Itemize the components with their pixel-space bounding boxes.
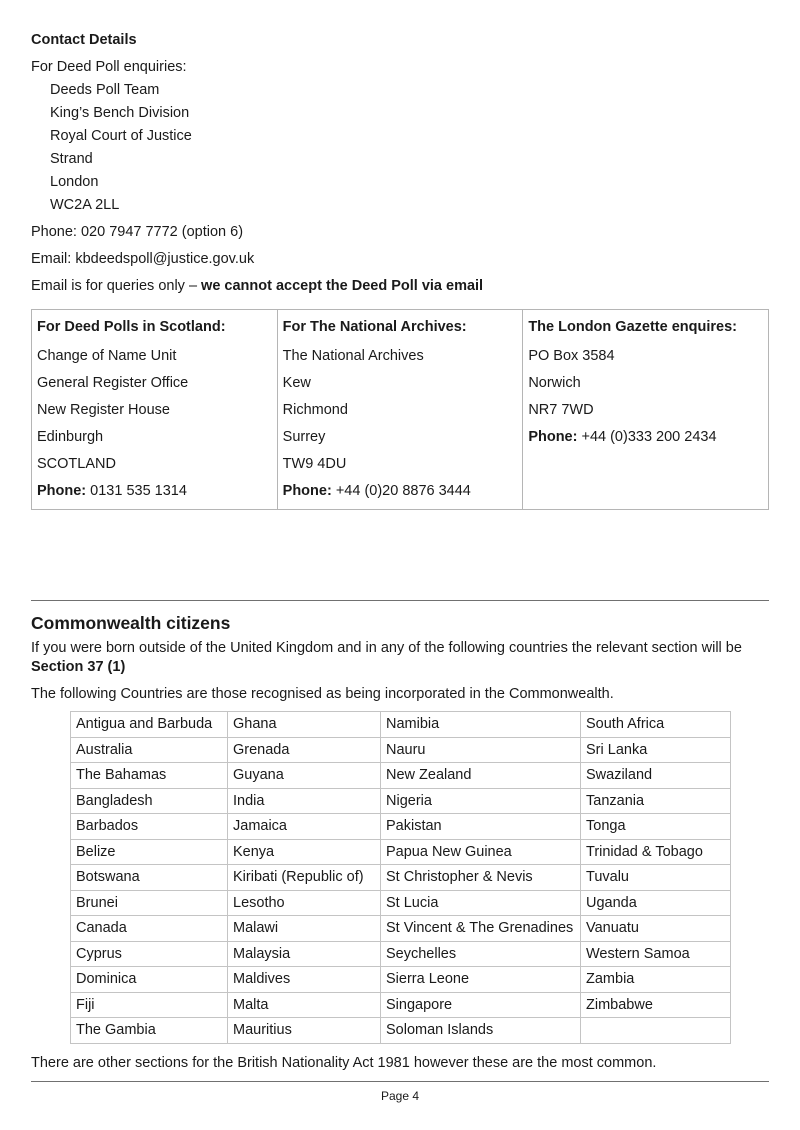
- scotland-phone-label: Phone:: [37, 483, 87, 499]
- country-cell: Nauru: [381, 737, 581, 763]
- archives-line: Richmond: [282, 402, 348, 418]
- gazette-contact-cell: [523, 310, 769, 510]
- address-line: WC2A 2LL: [50, 197, 120, 213]
- contact-email: Email: kbdeedspoll@justice.gov.uk: [31, 251, 255, 267]
- country-cell: Canada: [71, 916, 228, 942]
- country-cell: Western Samoa: [581, 941, 731, 967]
- scotland-phone: [37, 478, 272, 505]
- country-cell: Sierra Leone: [381, 967, 581, 993]
- gazette-phone: [528, 424, 763, 451]
- country-cell: Antigua and Barbuda: [71, 712, 228, 738]
- archives-line: Surrey: [282, 429, 326, 445]
- country-cell: Malaysia: [228, 941, 381, 967]
- gazette-line: NR7 7WD: [528, 402, 594, 418]
- table-row: [71, 941, 731, 967]
- country-cell: Swaziland: [581, 763, 731, 789]
- archives-line: Kew: [282, 375, 311, 391]
- gazette-heading: The London Gazette enquires:: [528, 319, 737, 335]
- contact-intro: For Deed Poll enquiries:: [31, 59, 187, 75]
- email-note-text: Email is for queries only –: [31, 278, 202, 294]
- country-cell: Zambia: [581, 967, 731, 993]
- commonwealth-intro: [31, 639, 769, 677]
- commonwealth-intro-text: If you were born outside of the United Kingdom and in any of the following countries the relevant section will be: [31, 640, 742, 656]
- country-cell: The Bahamas: [71, 763, 228, 789]
- table-row: [71, 967, 731, 993]
- footer-note: There are other sections for the British Nationality Act 1981 however these are the most common.: [31, 1054, 657, 1071]
- country-cell: Papua New Guinea: [381, 839, 581, 865]
- table-row: [71, 890, 731, 916]
- country-cell: Nigeria: [381, 788, 581, 814]
- country-cell: Malawi: [228, 916, 381, 942]
- table-row: [71, 1018, 731, 1044]
- country-cell: Lesotho: [228, 890, 381, 916]
- table-row: [71, 737, 731, 763]
- section-reference: Section 37 (1): [31, 659, 126, 675]
- country-cell: Mauritius: [228, 1018, 381, 1044]
- email-note: [31, 273, 769, 300]
- table-row: [71, 814, 731, 840]
- country-cell: Botswana: [71, 865, 228, 891]
- country-cell: Dominica: [71, 967, 228, 993]
- page-number: Page 4: [380, 1088, 420, 1103]
- commonwealth-title: Commonwealth citizens: [31, 613, 231, 633]
- country-cell: Brunei: [71, 890, 228, 916]
- country-cell: Soloman Islands: [381, 1018, 581, 1044]
- country-cell: St Vincent & The Grenadines: [381, 916, 581, 942]
- scotland-heading: For Deed Polls in Scotland:: [37, 319, 226, 335]
- country-cell: Pakistan: [381, 814, 581, 840]
- country-cell: New Zealand: [381, 763, 581, 789]
- scotland-line: Change of Name Unit: [37, 348, 177, 364]
- scotland-line: Edinburgh: [37, 429, 104, 445]
- country-cell: Uganda: [581, 890, 731, 916]
- email-note-warning: we cannot accept the Deed Poll via email: [201, 278, 484, 294]
- country-cell: Jamaica: [228, 814, 381, 840]
- archives-line: The National Archives: [282, 348, 424, 364]
- deed-poll-address: [31, 79, 769, 217]
- address-line: London: [50, 174, 99, 190]
- country-cell: Ghana: [228, 712, 381, 738]
- table-row: [71, 992, 731, 1018]
- table-row: [71, 865, 731, 891]
- contact-heading: Contact Details: [31, 32, 137, 48]
- address-line: King’s Bench Division: [50, 105, 190, 121]
- commonwealth-countries-table: [70, 711, 731, 1044]
- table-row: [71, 712, 731, 738]
- country-cell: Kenya: [228, 839, 381, 865]
- country-cell: Singapore: [381, 992, 581, 1018]
- country-cell: Guyana: [228, 763, 381, 789]
- country-cell: Trinidad & Tobago: [581, 839, 731, 865]
- country-cell: St Christopher & Nevis: [381, 865, 581, 891]
- country-cell: [581, 1018, 731, 1044]
- country-cell: St Lucia: [381, 890, 581, 916]
- contact-table: [31, 309, 769, 510]
- table-row: [71, 788, 731, 814]
- scotland-phone-value: 0131 535 1314: [86, 483, 187, 499]
- country-cell: Zimbabwe: [581, 992, 731, 1018]
- country-cell: Malta: [228, 992, 381, 1018]
- country-cell: Bangladesh: [71, 788, 228, 814]
- country-cell: Sri Lanka: [581, 737, 731, 763]
- contact-phone: Phone: 020 7947 7772 (option 6): [31, 224, 244, 240]
- country-cell: Australia: [71, 737, 228, 763]
- gazette-phone-label: Phone:: [528, 429, 578, 445]
- country-cell: Fiji: [71, 992, 228, 1018]
- archives-phone: [283, 478, 518, 505]
- table-row: [71, 763, 731, 789]
- table-row: [71, 916, 731, 942]
- section-divider: [31, 600, 769, 601]
- country-cell: The Gambia: [71, 1018, 228, 1044]
- address-line: Royal Court of Justice: [50, 128, 192, 144]
- archives-phone-value: +44 (0)20 8876 3444: [331, 483, 471, 499]
- address-line: Strand: [50, 151, 93, 167]
- country-cell: Grenada: [228, 737, 381, 763]
- country-cell: Tuvalu: [581, 865, 731, 891]
- address-line: Deeds Poll Team: [50, 82, 160, 98]
- footer-divider: [31, 1081, 769, 1082]
- country-cell: Tonga: [581, 814, 731, 840]
- scotland-line: General Register Office: [37, 375, 189, 391]
- commonwealth-intro-2: The following Countries are those recognised as being incorporated in the Commonwealth.: [31, 686, 614, 702]
- country-cell: Tanzania: [581, 788, 731, 814]
- gazette-phone-value: +44 (0)333 200 2434: [577, 429, 717, 445]
- country-cell: Seychelles: [381, 941, 581, 967]
- country-cell: Namibia: [381, 712, 581, 738]
- country-cell: Vanuatu: [581, 916, 731, 942]
- table-row: [71, 839, 731, 865]
- country-cell: Belize: [71, 839, 228, 865]
- gazette-line: Norwich: [528, 375, 581, 391]
- scotland-contact-cell: [32, 310, 278, 510]
- country-cell: Barbados: [71, 814, 228, 840]
- archives-heading: For The National Archives:: [282, 319, 467, 335]
- country-cell: Kiribati (Republic of): [228, 865, 381, 891]
- scotland-line: New Register House: [37, 402, 170, 418]
- archives-line: TW9 4DU: [282, 456, 347, 472]
- country-cell: Cyprus: [71, 941, 228, 967]
- country-cell: India: [228, 788, 381, 814]
- archives-contact-cell: [277, 310, 523, 510]
- archives-phone-label: Phone:: [282, 483, 332, 499]
- gazette-line: PO Box 3584: [528, 348, 615, 364]
- scotland-line: SCOTLAND: [37, 456, 116, 472]
- country-cell: South Africa: [581, 712, 731, 738]
- document-page: [31, 30, 769, 1103]
- country-cell: Maldives: [228, 967, 381, 993]
